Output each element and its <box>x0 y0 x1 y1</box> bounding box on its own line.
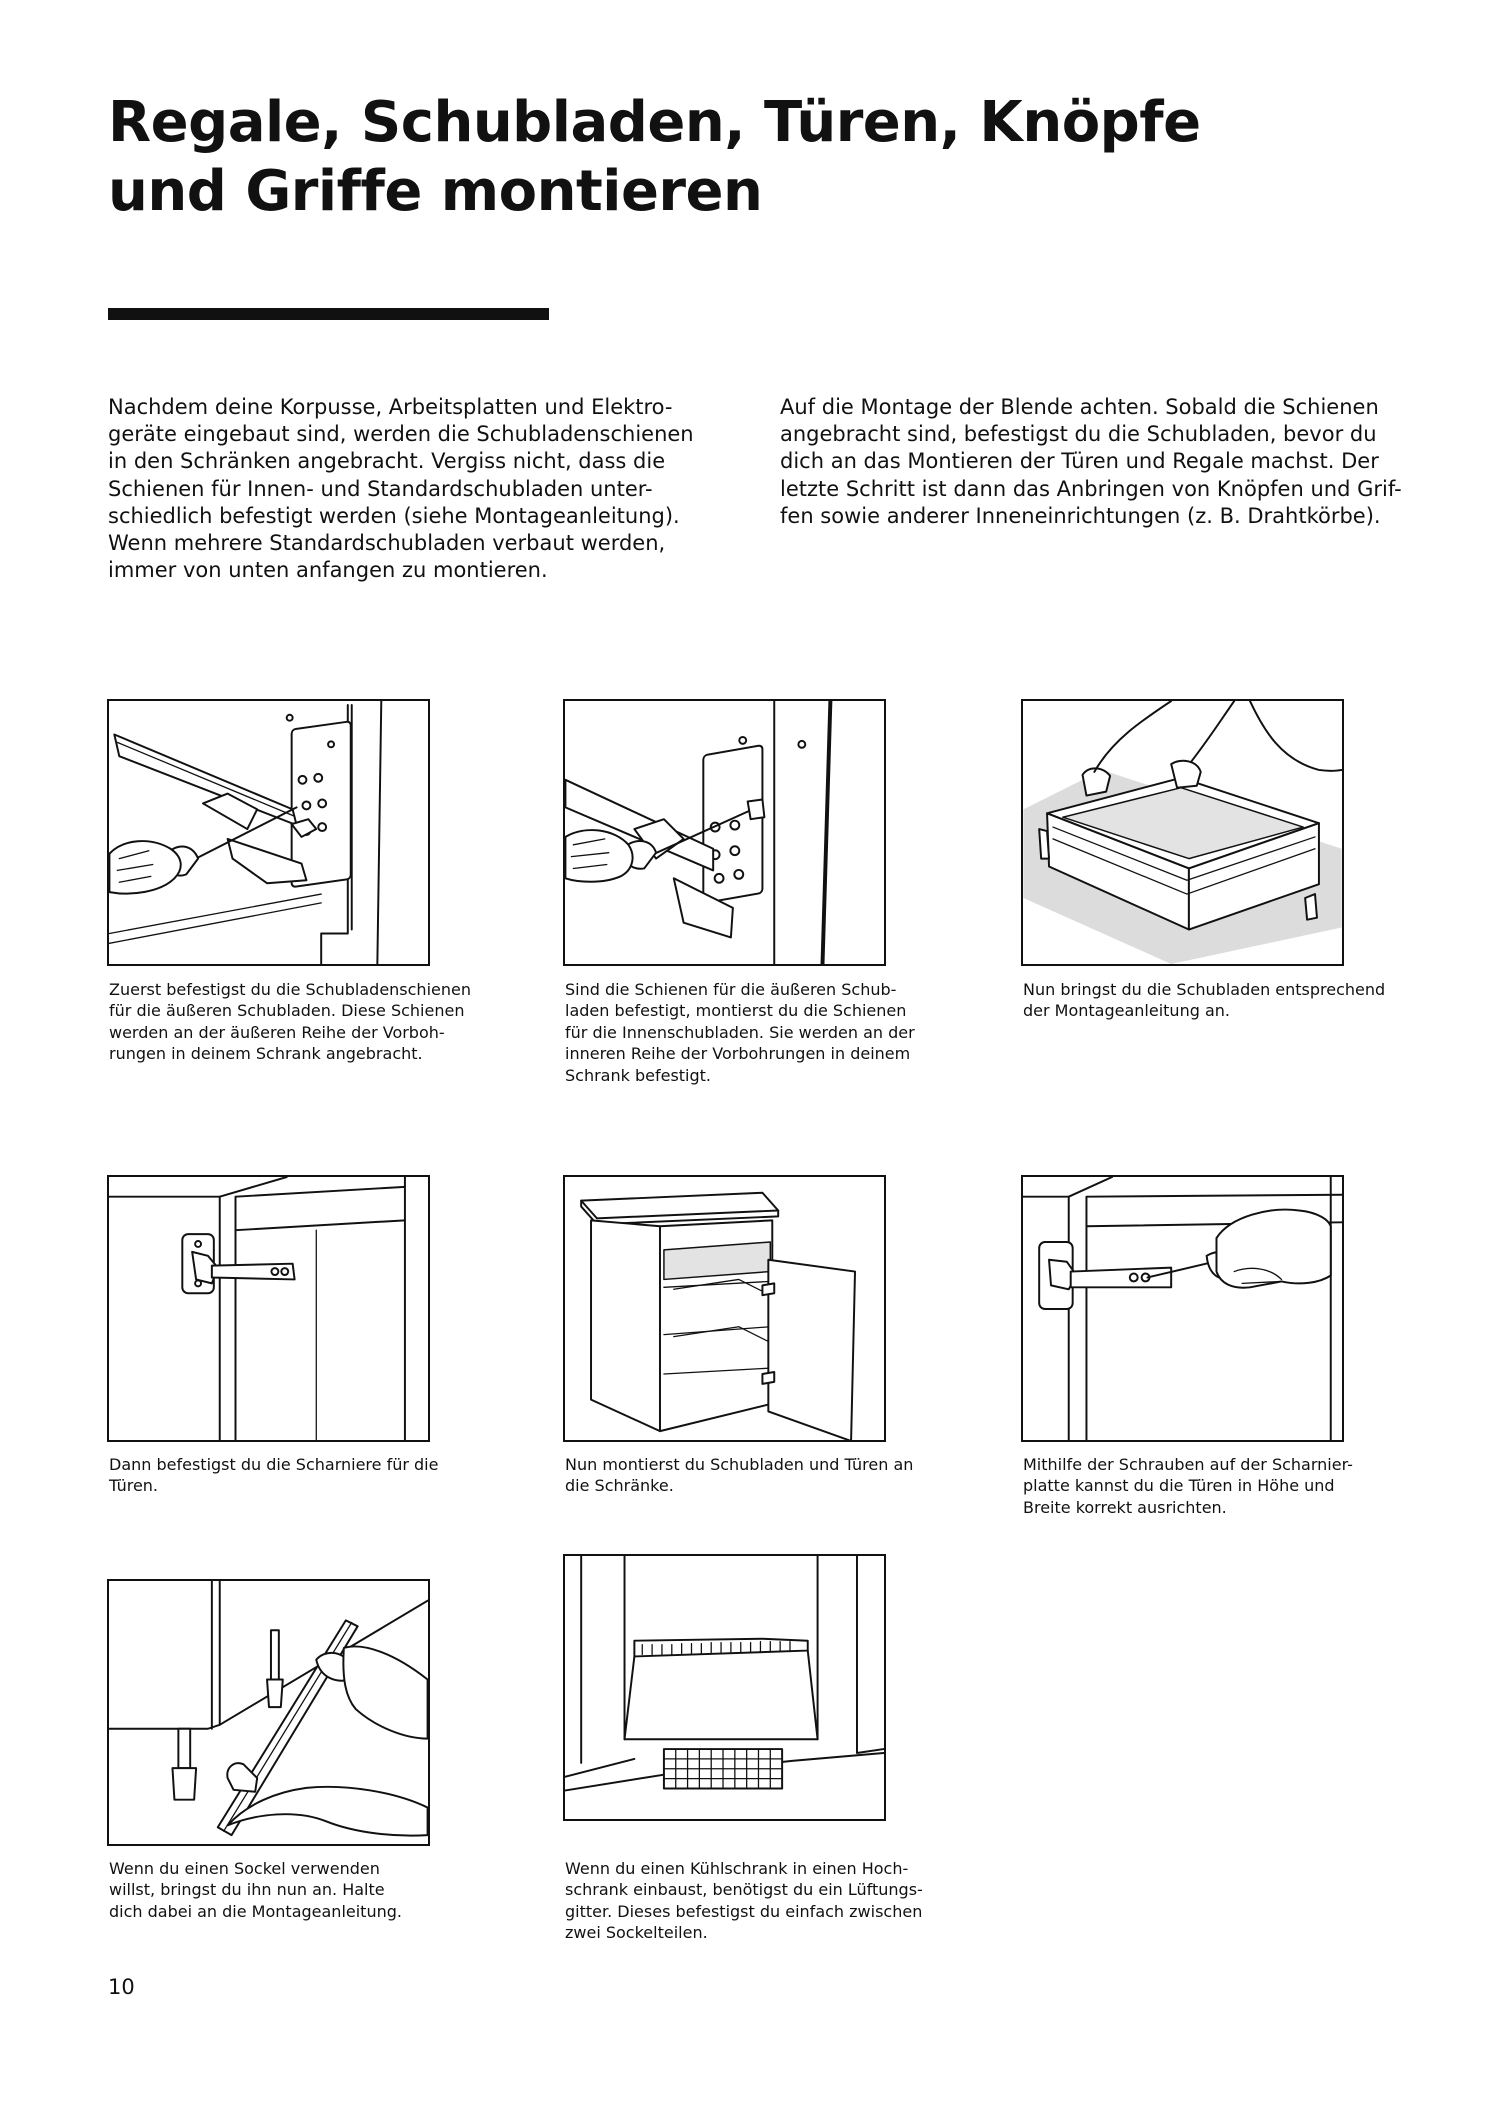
caption-line: inneren Reihe der Vorbohrungen in deinem <box>565 1044 911 1064</box>
caption-line: Sind die Schienen für die äußeren Schub- <box>565 980 897 999</box>
step-4-caption <box>109 1454 489 1497</box>
caption-line: willst, bringst du ihn nun an. Halte <box>109 1880 385 1900</box>
caption-line: Nun bringst du die Schubladen entsprechend <box>1023 980 1386 999</box>
caption-line: platte kannst du die Türen in Höhe und <box>1023 1476 1335 1496</box>
step-2-caption <box>565 979 945 1086</box>
text-line: dich an das Montieren der Türen und Regale machst. Der <box>780 449 1379 474</box>
page-title-line: und Griffe montieren <box>108 159 763 224</box>
text-line: schiedlich befestigt werden (siehe Montageanleitung). <box>108 503 680 528</box>
hinge-adjust-screwdriver-icon <box>1021 1175 1344 1442</box>
text-line: immer von unten anfangen zu montieren. <box>108 558 548 583</box>
caption-line: Dann befestigst du die Scharniere für die <box>109 1455 439 1474</box>
step-3-caption <box>1023 979 1403 1022</box>
text-line: Auf die Montage der Blende achten. Sobald die Schienen <box>780 395 1379 419</box>
drawer-insert-icon <box>1021 699 1344 966</box>
caption-line: Wenn du einen Kühlschrank in einen Hoch- <box>565 1859 909 1878</box>
caption-line: Zuerst befestigst du die Schubladenschienen <box>109 980 471 999</box>
caption-line: Nun montierst du Schubladen und Türen an <box>565 1455 914 1474</box>
drawer-rail-inner-icon <box>563 699 886 966</box>
caption-line: laden befestigt, montierst du die Schienen <box>565 1001 907 1021</box>
caption-line: Breite korrekt ausrichten. <box>1023 1497 1227 1517</box>
door-hinge-icon <box>107 1175 430 1442</box>
text-line: Nachdem deine Korpusse, Arbeitsplatten und Elektro- <box>108 395 673 419</box>
text-line: fen sowie anderer Inneneinrichtungen (z. B. Drahtkörbe). <box>780 503 1381 528</box>
drawer-rail-outer-icon <box>107 699 430 966</box>
caption-line: dich dabei an die Montageanleitung. <box>109 1901 402 1921</box>
intro-left-paragraph <box>108 394 728 584</box>
caption-line: gitter. Dieses befestigst du einfach zwischen <box>565 1901 923 1921</box>
text-line: Schienen für Innen- und Standardschubladen unter- <box>108 476 653 501</box>
caption-line: die Schränke. <box>565 1476 674 1496</box>
cabinet-doors-drawers-icon <box>563 1175 886 1442</box>
caption-line: Schrank befestigt. <box>565 1065 712 1085</box>
caption-line: Wenn du einen Sockel verwenden <box>109 1859 380 1878</box>
title-underline <box>108 308 549 320</box>
ventilation-grille-icon <box>563 1554 886 1821</box>
caption-line: der Montageanleitung an. <box>1023 1001 1230 1021</box>
page-number: 10 <box>108 1975 135 1999</box>
caption-line: für die äußeren Schubladen. Diese Schienen <box>109 1001 465 1021</box>
text-line: angebracht sind, befestigst du die Schubladen, bevor du <box>780 422 1377 447</box>
step-5-caption <box>565 1454 945 1497</box>
caption-line: für die Innenschubladen. Sie werden an der <box>565 1022 915 1042</box>
page-title-line: Regale, Schubladen, Türen, Knöpfe <box>108 90 1201 155</box>
text-line: geräte eingebaut sind, werden die Schubladenschienen <box>108 422 694 447</box>
page-title <box>108 88 1308 226</box>
step-7-caption <box>109 1858 489 1922</box>
step-1-caption <box>109 979 489 1065</box>
caption-line: rungen in deinem Schrank angebracht. <box>109 1044 423 1064</box>
step-8-caption <box>565 1858 945 1944</box>
text-line: letzte Schritt ist dann das Anbringen von Knöpfen und Grif- <box>780 476 1402 501</box>
step-6-caption <box>1023 1454 1403 1518</box>
intro-right-paragraph <box>780 394 1400 530</box>
text-line: in den Schränken angebracht. Vergiss nicht, dass die <box>108 449 666 474</box>
caption-line: Türen. <box>109 1476 159 1496</box>
caption-line: Mithilfe der Schrauben auf der Scharnier- <box>1023 1455 1353 1474</box>
plinth-mounting-icon <box>107 1579 430 1846</box>
caption-line: werden an der äußeren Reihe der Vorboh- <box>109 1022 445 1042</box>
caption-line: zwei Sockelteilen. <box>565 1923 708 1943</box>
caption-line: schrank einbaust, benötigst du ein Lüftungs- <box>565 1880 923 1900</box>
text-line: Wenn mehrere Standardschubladen verbaut werden, <box>108 531 666 556</box>
